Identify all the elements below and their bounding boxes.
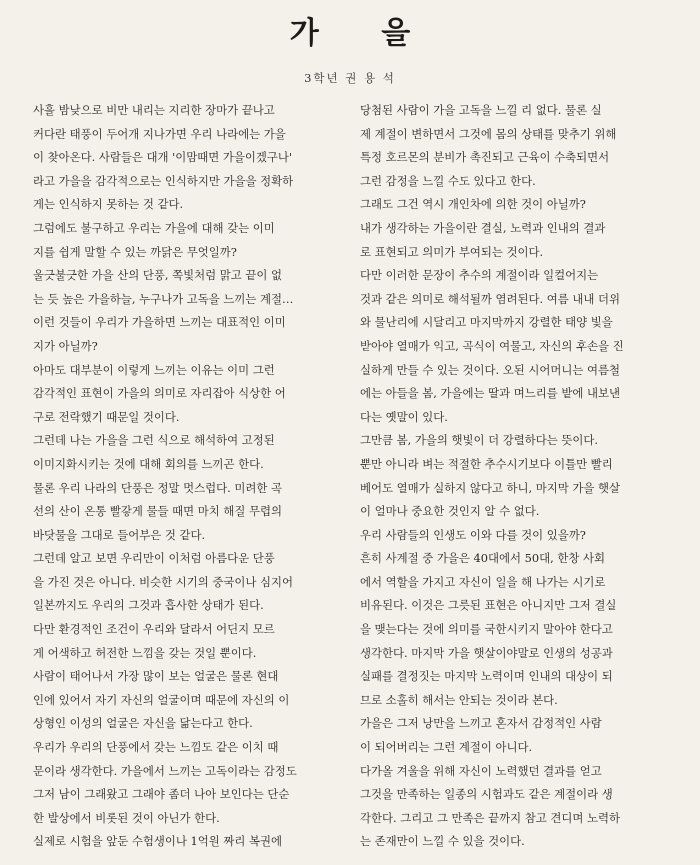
text-line: 선의 산이 온통 빨갛게 물들 때면 마치 해질 무렵의: [33, 504, 283, 519]
text-line: 받아야 열매가 익고, 곡식이 여물고, 자신의 후손을 진: [360, 338, 624, 353]
text-line: 게는 인식하지 못하는 것 같다.: [33, 197, 184, 212]
text-line: 그만큼 봄, 가을의 햇빛이 더 강렬하다는 뜻이다.: [360, 433, 599, 448]
text-line: 바닷물을 그대로 들어부은 것 같다.: [33, 527, 206, 542]
text-line: 므로 소홀히 해서는 안되는 것이라 본다.: [360, 692, 558, 707]
right-text-column: [360, 99, 665, 854]
text-line: 흔히 사계절 중 가을은 40대에서 50대, 한창 사회: [360, 551, 606, 566]
text-line: 이 찾아온다. 사람들은 대개 '이맘때면 가을이겠구나': [33, 150, 293, 165]
text-line: 제 계절이 변하면서 그것에 몸의 상태를 맞추기 위해: [360, 126, 617, 141]
text-line: 이 얼마나 중요한 것인지 알 수 없다.: [360, 504, 540, 519]
text-line: 각한다. 그리고 그 만족은 끝까지 참고 견디며 노력하: [360, 810, 621, 825]
text-line: 게 어색하고 허전한 느낌을 갖는 것일 뿐이다.: [33, 645, 257, 660]
text-line: 문이라 생각한다. 가을에서 느끼는 고독이라는 감정도: [33, 763, 297, 778]
text-line: 그것을 만족하는 일종의 시험과도 같은 계절이라 생: [360, 787, 613, 802]
text-line: 물론 우리 나라의 단풍은 정말 멋스럽다. 미려한 곡: [33, 480, 283, 495]
text-line: 지가 아닐까?: [33, 338, 98, 353]
text-line: 라고 가을을 감각적으로는 인식하지만 가을을 정확하: [33, 173, 294, 188]
text-line: 뿐만 아니라 벼는 적절한 추수시기보다 이틀만 빨리: [360, 456, 613, 471]
text-line: 그런데 알고 보면 우리만이 이처럼 아름다운 단풍: [33, 551, 275, 566]
text-line: 이런 것들이 우리가 가을하면 느끼는 대표적인 이미: [33, 315, 286, 330]
text-line: 다만 이러한 문장이 추수의 계절이라 일컬어지는: [360, 268, 599, 283]
text-line: 을 맺는다는 것에 의미를 국한시키지 말아야 한다고: [360, 622, 613, 637]
text-line: 우리가 우리의 단풍에서 갖는 느낌도 같은 이치 때: [33, 740, 279, 755]
text-line: 다는 옛말이 있다.: [360, 409, 448, 424]
text-line: 그런데 나는 가을을 그런 식으로 해석하여 고정된: [33, 433, 275, 448]
text-line: 감각적인 표현이 가을의 의미로 자리잡아 식상한 어: [33, 386, 286, 401]
text-line: 내가 생각하는 가을이란 결실, 노력과 인내의 결과: [360, 220, 606, 235]
left-text-column: [33, 99, 329, 854]
text-line: 실제로 시험을 앞둔 수험생이나 1억원 짜리 복권에: [33, 834, 283, 849]
text-line: 그럼에도 불구하고 우리는 가을에 대해 갖는 이미: [33, 220, 275, 235]
text-line: 에서 역할을 가지고 자신이 일을 해 나가는 시기로: [360, 574, 606, 589]
text-line: 다만 환경적인 조건이 우리와 달라서 어딘지 모르: [33, 622, 275, 637]
text-line: 우리 사람들의 인생도 이와 다를 것이 있을까?: [360, 527, 586, 542]
text-line: 는 듯 높은 가을하늘, 누구나가 고독을 느끼는 계절…: [33, 291, 294, 306]
text-line: 는 존재만이 느낄 수 있을 것이다.: [360, 834, 525, 849]
page-title: 가 을: [289, 16, 437, 51]
text-line: 상형인 이성의 얼굴은 자신을 닮는다고 한다.: [33, 716, 253, 731]
text-line: 그래도 그건 역시 개인차에 의한 것이 아닐까?: [360, 197, 586, 212]
text-line: 이 되어버리는 그런 계절이 아니다.: [360, 740, 533, 755]
text-line: 것과 같은 의미로 해석될까 염려된다. 여름 내내 더위: [360, 291, 621, 306]
text-line: 에는 아들을 봄, 가을에는 딸과 며느리를 밭에 내보낸: [360, 386, 621, 401]
text-line: 아마도 대부분이 이렇게 느끼는 이유는 이미 그런: [33, 362, 275, 377]
text-line: 그저 남이 그래왔고 그래야 좀더 나아 보인다는 단순: [33, 787, 290, 802]
text-line: 비유된다. 이것은 그릇된 표현은 아니지만 그저 결실: [360, 598, 617, 613]
text-line: 와 물난리에 시달리고 마지막까지 강렬한 태양 빛을: [360, 315, 613, 330]
text-line: 다가올 겨울을 위해 자신이 노력했던 결과를 얻고: [360, 763, 602, 778]
author-byline: 3학년 권 용 석: [304, 71, 396, 85]
text-line: 사람이 태어나서 가장 많이 보는 얼굴은 물론 현대: [33, 669, 279, 684]
text-line: 지를 쉽게 말할 수 있는 까닭은 무엇일까?: [33, 244, 237, 259]
text-line: 한 발상에서 비롯된 것이 아닌가 한다.: [33, 810, 220, 825]
text-line: 일본까지도 우리의 그것과 흡사한 상태가 된다.: [33, 598, 264, 613]
text-line: 가을은 그저 낭만을 느끼고 혼자서 감정적인 사람: [360, 716, 602, 731]
text-line: 커다란 태풍이 두어개 지나가면 우리 나라에는 가을: [33, 126, 286, 141]
text-line: 을 가진 것은 아니다. 비슷한 시기의 중국이나 심지어: [33, 574, 294, 589]
text-line: 이미지화시키는 것에 대해 회의를 느끼곤 한다.: [33, 456, 264, 471]
text-line: 로 표현되고 의미가 부여되는 것이다.: [360, 244, 544, 259]
text-line: 실하게 만들 수 있는 것이다. 오된 시어머니는 여름철: [360, 362, 621, 377]
text-line: 당첨된 사람이 가을 고독을 느낄 리 없다. 물론 실: [360, 103, 602, 117]
text-line: 그런 감정을 느낄 수도 있다고 한다.: [360, 173, 536, 188]
text-line: 구로 전락했기 때문일 것이다.: [33, 409, 180, 424]
text-line: 인에 있어서 자기 자신의 얼굴이며 때문에 자신의 이: [33, 692, 290, 707]
text-line: 실패를 결정짓는 마지막 노력이며 인내의 대상이 되: [360, 669, 613, 684]
text-line: 특정 호르몬의 분비가 촉진되고 근육이 수축되면서: [360, 150, 610, 165]
text-line: 울긋불긋한 가을 산의 단풍, 쪽빛처럼 맑고 끝이 없: [33, 268, 283, 283]
text-line: 사흘 밤낮으로 비만 내리는 지리한 장마가 끝나고: [33, 103, 275, 117]
text-line: 생각한다. 마지막 가을 햇살이야말로 인생의 성공과: [360, 645, 613, 660]
text-line: 베어도 열매가 실하지 않다고 하니, 마지막 가을 햇살: [360, 480, 621, 495]
